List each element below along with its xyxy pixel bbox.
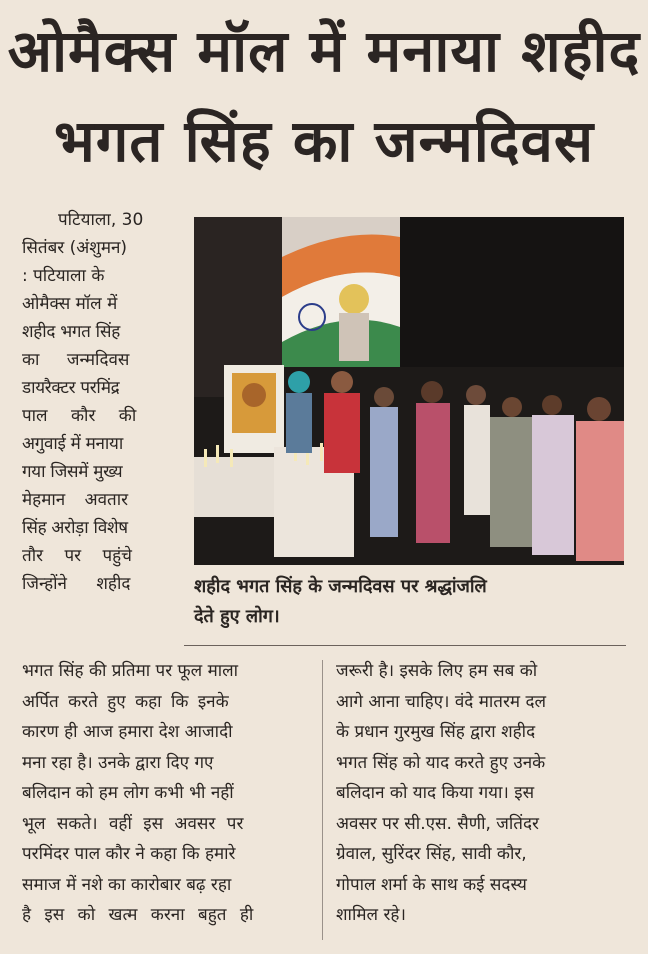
body-line: जरूरी है। इसके लिए हम सब को — [336, 661, 538, 681]
intro-line: अगुवाई में मनाया — [22, 434, 124, 454]
intro-line: सितंबर (अंशुमन) — [22, 238, 128, 258]
intro-line: : पटियाला के — [22, 266, 105, 286]
body-line: है इस को खत्म करना बहुत ही — [22, 905, 254, 925]
body-line: बलिदान को हम लोग कभी भी नहीं — [22, 783, 234, 803]
intro-line: डायरैक्टर परमिंद्र — [22, 378, 120, 398]
photo-caption — [194, 572, 624, 632]
body-line: के प्रधान गुरमुख सिंह द्वारा शहीद — [336, 722, 536, 742]
intro-line: पाल कौर की — [22, 406, 137, 426]
event-photo — [194, 217, 624, 565]
intro-line: जिन्होंने शहीद — [22, 574, 131, 594]
body-line: शामिल रहे। — [336, 905, 406, 925]
body-right-column — [336, 656, 632, 931]
caption-line: देते हुए लोग। — [194, 606, 280, 627]
body-line: भगत सिंह की प्रतिमा पर फूल माला — [22, 661, 239, 681]
body-line: समाज में नशे का कारोबार बढ़ रहा — [22, 874, 232, 895]
body-line: अवसर पर सी.एस. सैणी, जतिंदर — [336, 813, 539, 834]
body-line: गोपाल शर्मा के साथ कई सदस्य — [336, 874, 527, 895]
column-divider — [322, 660, 323, 940]
intro-column — [22, 206, 182, 598]
body-line: आगे आना चाहिए। वंदे मातरम दल — [336, 691, 547, 712]
intro-line: मेहमान अवतार — [22, 490, 129, 510]
body-line: मना रहा है। उनके द्वारा दिए गए — [22, 752, 214, 773]
body-line: परमिंदर पाल कौर ने कहा कि हमारे — [22, 844, 236, 864]
intro-line: ओमैक्स मॉल में — [22, 294, 118, 314]
body-line: बलिदान को याद किया गया। इस — [336, 783, 535, 803]
intro-line: गया जिसमें मुख्य — [22, 462, 123, 482]
body-line: अर्पित करते हुए कहा कि इनके — [22, 691, 229, 712]
intro-line: शहीद भगत सिंह — [22, 322, 120, 342]
headline-line-1: ओमैक्स मॉल में मनाया शहीद — [7, 17, 641, 85]
intro-line: तौर पर पहुंचे — [22, 546, 132, 566]
body-line: ग्रेवाल, सुरिंदर सिंह, सावी कौर, — [336, 844, 527, 864]
intro-line: का जन्मदिवस — [22, 350, 130, 370]
intro-line: सिंह अरोड़ा विशेष — [22, 518, 128, 538]
intro-line: पटियाला, 30 — [58, 210, 144, 230]
body-line: भूल सकते। वहीं इस अवसर पर — [22, 813, 244, 834]
body-line: भगत सिंह को याद करते हुए उनके — [336, 752, 546, 773]
event-photo-illustration — [194, 217, 624, 565]
caption-divider — [184, 645, 626, 646]
body-left-column — [22, 656, 318, 931]
body-line: कारण ही आज हमारा देश आजादी — [22, 722, 233, 742]
caption-line: शहीद भगत सिंह के जन्मदिवस पर श्रद्धांजलि — [194, 576, 487, 597]
headline-line-2: भगत सिंह का जन्मदिवस — [53, 107, 595, 175]
